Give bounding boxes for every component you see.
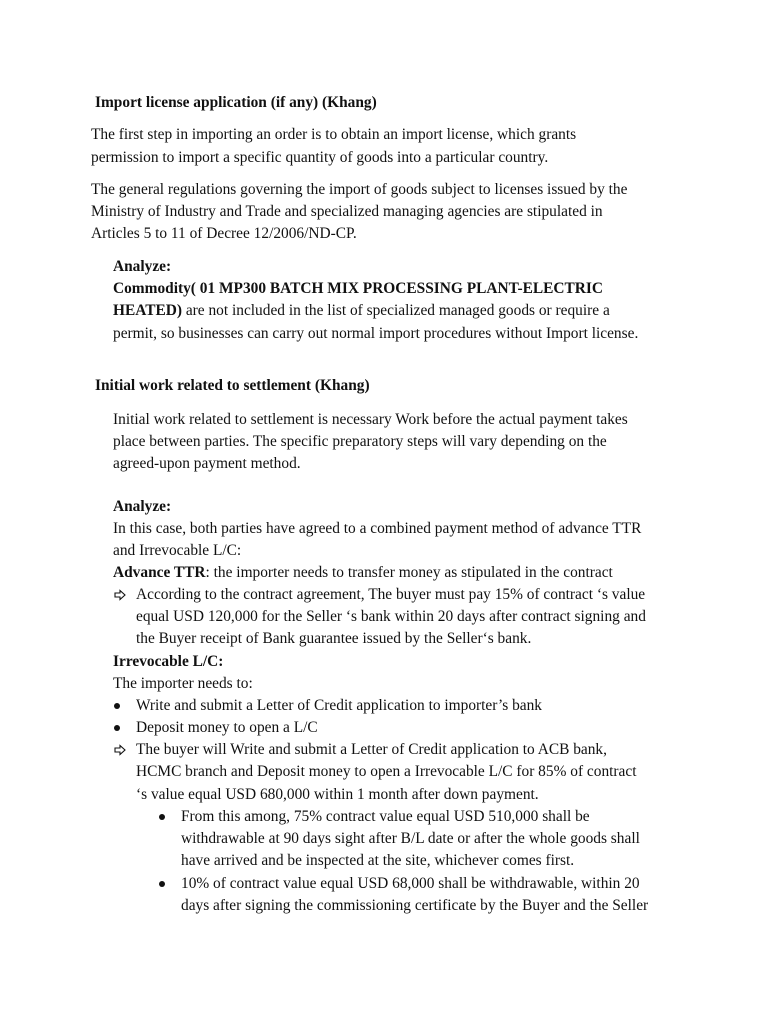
paragraph-line: Initial work related to settlement is necessary Work before the actual payment takes [113, 411, 628, 428]
sub-list-item-line: withdrawable at 90 days sight after B/L date or after the whole goods shall [181, 830, 640, 847]
arrow-bullet-icon [114, 744, 126, 756]
sub-list-item-line: 10% of contract value equal USD 68,000 shall be withdrawable, within 20 [181, 875, 640, 892]
section-heading-import-license: Import license application (if any) (Khang) [95, 94, 377, 111]
list-item: Deposit money to open a L/C [136, 719, 318, 736]
commodity-line: Commodity( 01 MP300 BATCH MIX PROCESSING PLANT-ELECTRIC [113, 280, 603, 297]
analyze-label: Analyze: [113, 258, 172, 275]
sub-bullet-dot-icon [159, 881, 165, 887]
arrow-bullet-icon [114, 589, 126, 601]
commodity-text: are not included in the list of specialized managed goods or require a [181, 302, 610, 319]
advance-ttr-label: Advance TTR [113, 564, 206, 581]
advance-ttr-line [113, 562, 613, 584]
commodity-bold-text: HEATED) [113, 302, 182, 319]
paragraph-line: Ministry of Industry and Trade and specialized managing agencies are stipulated in [91, 203, 603, 220]
paragraph-line: In this case, both parties have agreed to a combined payment method of advance TTR [113, 520, 642, 537]
sub-list-item-line: days after signing the commissioning certificate by the Buyer and the Seller [181, 897, 649, 914]
sub-list-item-line: From this among, 75% contract value equal USD 510,000 shall be [181, 808, 590, 825]
list-item-line: The buyer will Write and submit a Letter of Credit application to ACB bank, [136, 741, 607, 758]
paragraph-line: and Irrevocable L/C: [113, 542, 242, 559]
irrevocable-lc-label: Irrevocable L/C: [113, 653, 224, 670]
paragraph-line: The importer needs to: [113, 675, 253, 692]
list-item-line: equal USD 120,000 for the Seller ‘s bank within 20 days after contract signing and [136, 608, 646, 625]
list-item-line: According to the contract agreement, The buyer must pay 15% of contract ‘s value [136, 586, 646, 603]
bullet-dot-icon [114, 725, 120, 731]
commodity-line: permit, so businesses can carry out normal import procedures without Import license. [113, 325, 639, 342]
list-item-line: ‘s value equal USD 680,000 within 1 month after down payment. [136, 786, 539, 803]
bullet-dot-icon [114, 703, 120, 709]
sub-list-item-line: have arrived and be inspected at the site, whichever comes first. [181, 852, 575, 869]
paragraph-line: The general regulations governing the import of goods subject to licenses issued by the [91, 181, 628, 198]
paragraph-line: Articles 5 to 11 of Decree 12/2006/ND-CP. [91, 225, 357, 242]
paragraph-line: The first step in importing an order is to obtain an import license, which grants [91, 126, 577, 143]
section-heading-settlement: Initial work related to settlement (Khang) [95, 377, 370, 394]
advance-ttr-text: : the importer needs to transfer money as stipulated in the contract [205, 564, 613, 581]
list-item-line: HCMC branch and Deposit money to open a Irrevocable L/C for 85% of contract [136, 763, 637, 780]
paragraph-line: agreed-upon payment method. [113, 455, 301, 472]
sub-bullet-dot-icon [159, 814, 165, 820]
list-item: Write and submit a Letter of Credit application to importer’s bank [136, 697, 542, 714]
commodity-line [113, 300, 610, 322]
paragraph-line: place between parties. The specific preparatory steps will vary depending on the [113, 433, 607, 450]
analyze-label: Analyze: [113, 498, 172, 515]
paragraph-line: permission to import a specific quantity of goods into a particular country. [91, 149, 549, 166]
list-item-line: the Buyer receipt of Bank guarantee issued by the Seller‘s bank. [136, 630, 532, 647]
